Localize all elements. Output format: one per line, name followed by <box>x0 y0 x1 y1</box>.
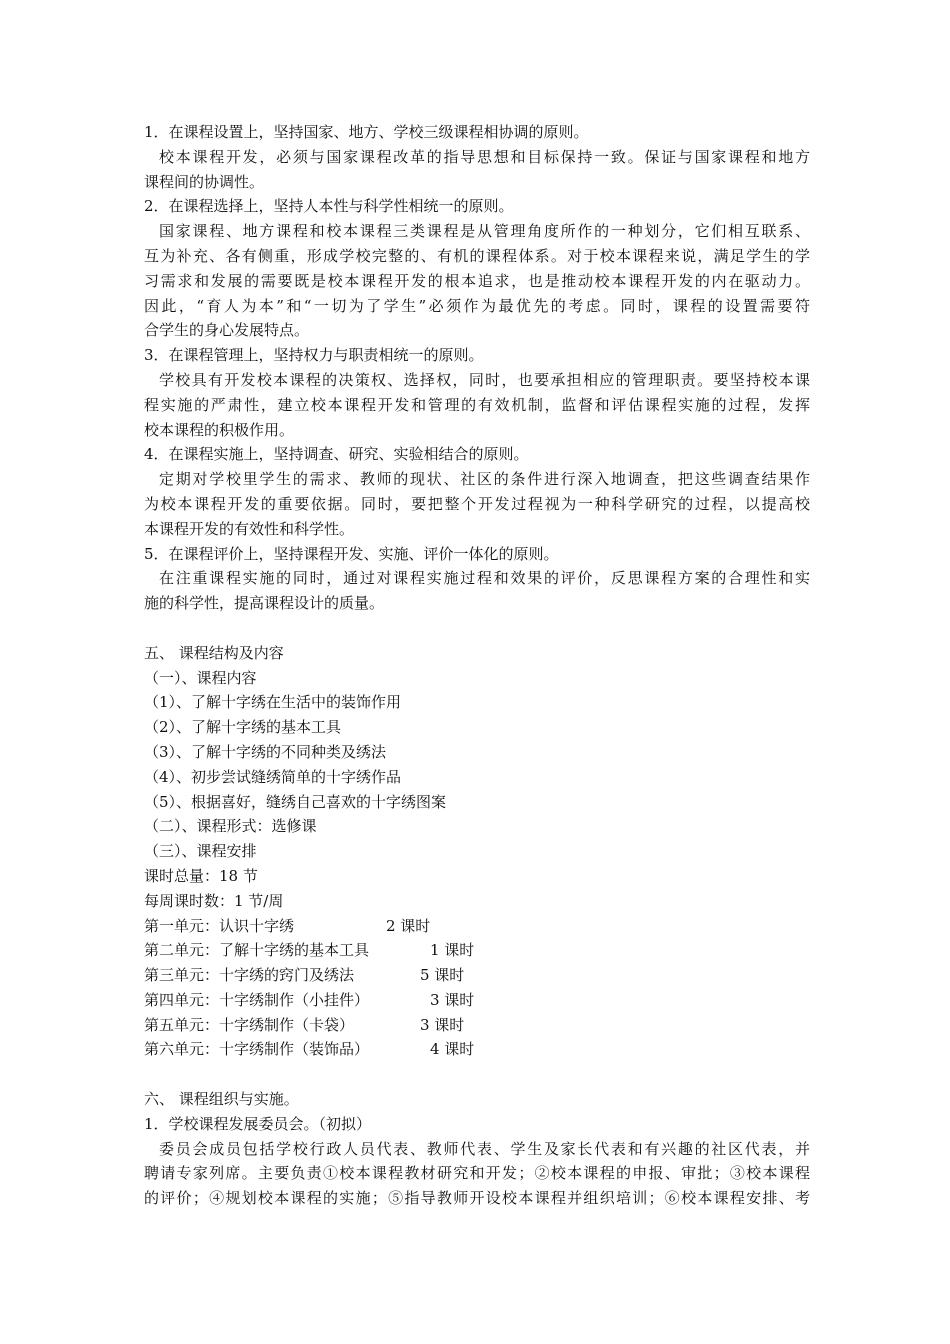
blank-line <box>144 1062 810 1087</box>
list-item: （1）、了解十字绣在生活中的装饰作用 <box>144 693 402 712</box>
unit-hours: 2 课时 <box>386 916 431 935</box>
blank-line <box>144 616 810 641</box>
unit-name: 第五单元：十字绣制作（卡袋） <box>144 1015 355 1034</box>
committee-text: 的评价；④规划校本课程的实施；⑤指导教师开设校本课程并组织培训；⑥校本课程安排、考 <box>144 1189 810 1208</box>
unit-hours: 3 课时 <box>430 990 475 1009</box>
principle-5-text: 在注重课程实施的同时，通过对课程实施过程和效果的评价，反思课程方案的合理性和实 <box>159 569 810 588</box>
committee-heading: 1．学校课程发展委员会。（初拟） <box>144 1114 372 1133</box>
principle-2-text: 国家课程、地方课程和校本课程三类课程是从管理角度所作的一种划分，它们相互联系、 <box>159 222 810 241</box>
principle-2-text: 因此，“育人为本”和“一切为了学生”必须作为最优先的考虑。同时，课程的设置需要符 <box>144 296 810 315</box>
unit-name: 第三单元：十字绣的窍门及绣法 <box>144 966 355 985</box>
section-5-title: 五、 课程结构及内容 <box>144 643 284 662</box>
principle-1-heading: 1．在课程设置上，坚持国家、地方、学校三级课程相协调的原则。 <box>144 123 589 141</box>
principle-2-text: 互为补充、各有侧重，形成学校完整的、有机的课程体系。对于校本课程来说，满足学生的学 <box>144 246 810 265</box>
principle-4-heading: 4．在课程实施上，坚持调查、研究、实验相结合的原则。 <box>144 445 529 464</box>
unit-name: 第二单元：了解十字绣的基本工具 <box>144 941 370 960</box>
weekly-hours: 每周课时数：1 节/周 <box>144 891 284 910</box>
unit-hours: 5 课时 <box>420 966 465 985</box>
principle-3-heading: 3．在课程管理上，坚持权力与职责相统一的原则。 <box>144 346 484 365</box>
list-item: （2）、了解十字绣的基本工具 <box>144 718 342 737</box>
schedule-row <box>144 938 810 963</box>
principle-3-text: 学校具有开发校本课程的决策权、选择权，同时，也要承担相应的管理职责。要坚持校本课 <box>159 370 810 389</box>
principle-4-text: 为校本课程开发的重要依据。同时，要把整个开发过程视为一种科学研究的过程，以提高校 <box>144 494 810 513</box>
unit-name: 第一单元：认识十字绣 <box>144 916 295 935</box>
schedule-row <box>144 988 810 1013</box>
unit-name: 第四单元：十字绣制作（小挂件） <box>144 990 370 1009</box>
total-hours: 课时总量：18 节 <box>144 866 258 885</box>
principle-2-heading: 2．在课程选择上，坚持人本性与科学性相统一的原则。 <box>144 197 514 216</box>
principle-3-text: 程实施的严肃性，建立校本课程开发和管理的有效机制，监督和评估课程实施的过程，发挥 <box>144 395 810 414</box>
schedule-row <box>144 914 810 939</box>
committee-text: 聘请专家列席。主要负责①校本课程教材研究和开发；②校本课程的申报、审批；③校本课程 <box>144 1164 810 1183</box>
schedule-row <box>144 963 810 988</box>
principle-4-text: 定期对学校里学生的需求、教师的现状、社区的条件进行深入地调查，把这些调查结果作 <box>159 470 810 489</box>
principle-2-text: 习需求和发展的需要既是校本课程开发的根本追求，也是推动校本课程开发的内在驱动力。 <box>144 271 810 290</box>
unit-hours: 3 课时 <box>420 1015 465 1034</box>
schedule-row <box>144 1013 810 1038</box>
principle-1-text: 校本课程开发，必须与国家课程改革的指导思想和目标保持一致。保证与国家课程和地方 <box>159 147 810 166</box>
list-item: （5）、根据喜好，缝绣自己喜欢的十字绣图案 <box>144 792 447 811</box>
committee-text: 委员会成员包括学校行政人员代表、教师代表、学生及家长代表和有兴趣的社区代表，并 <box>159 1139 810 1158</box>
list-item: （3）、了解十字绣的不同种类及绣法 <box>144 742 387 761</box>
unit-name: 第六单元：十字绣制作（装饰品） <box>144 1040 370 1059</box>
unit-hours: 1 课时 <box>430 941 475 960</box>
principle-3-text: 校本课程的积极作用。 <box>144 420 295 439</box>
schedule-row <box>144 1037 810 1062</box>
principle-1-text: 课程间的协调性。 <box>144 172 265 191</box>
list-item: （4）、初步尝试缝绣简单的十字绣作品 <box>144 767 402 786</box>
document-page <box>144 120 810 1211</box>
principle-2-text: 合学生的身心发展特点。 <box>144 321 310 340</box>
principle-5-heading: 5．在课程评价上，坚持课程开发、实施、评价一体化的原则。 <box>144 544 559 563</box>
principle-4-text: 本课程开发的有效性和科学性。 <box>144 519 355 538</box>
section-6-title: 六、 课程组织与实施。 <box>144 1090 299 1109</box>
unit-hours: 4 课时 <box>430 1040 475 1059</box>
course-schedule-heading: （三）、课程安排 <box>144 842 257 861</box>
principle-5-text: 施的科学性，提高课程设计的质量。 <box>144 594 385 613</box>
course-content-heading: （一）、课程内容 <box>144 668 257 687</box>
course-form: （二）、课程形式：选修课 <box>144 817 317 836</box>
